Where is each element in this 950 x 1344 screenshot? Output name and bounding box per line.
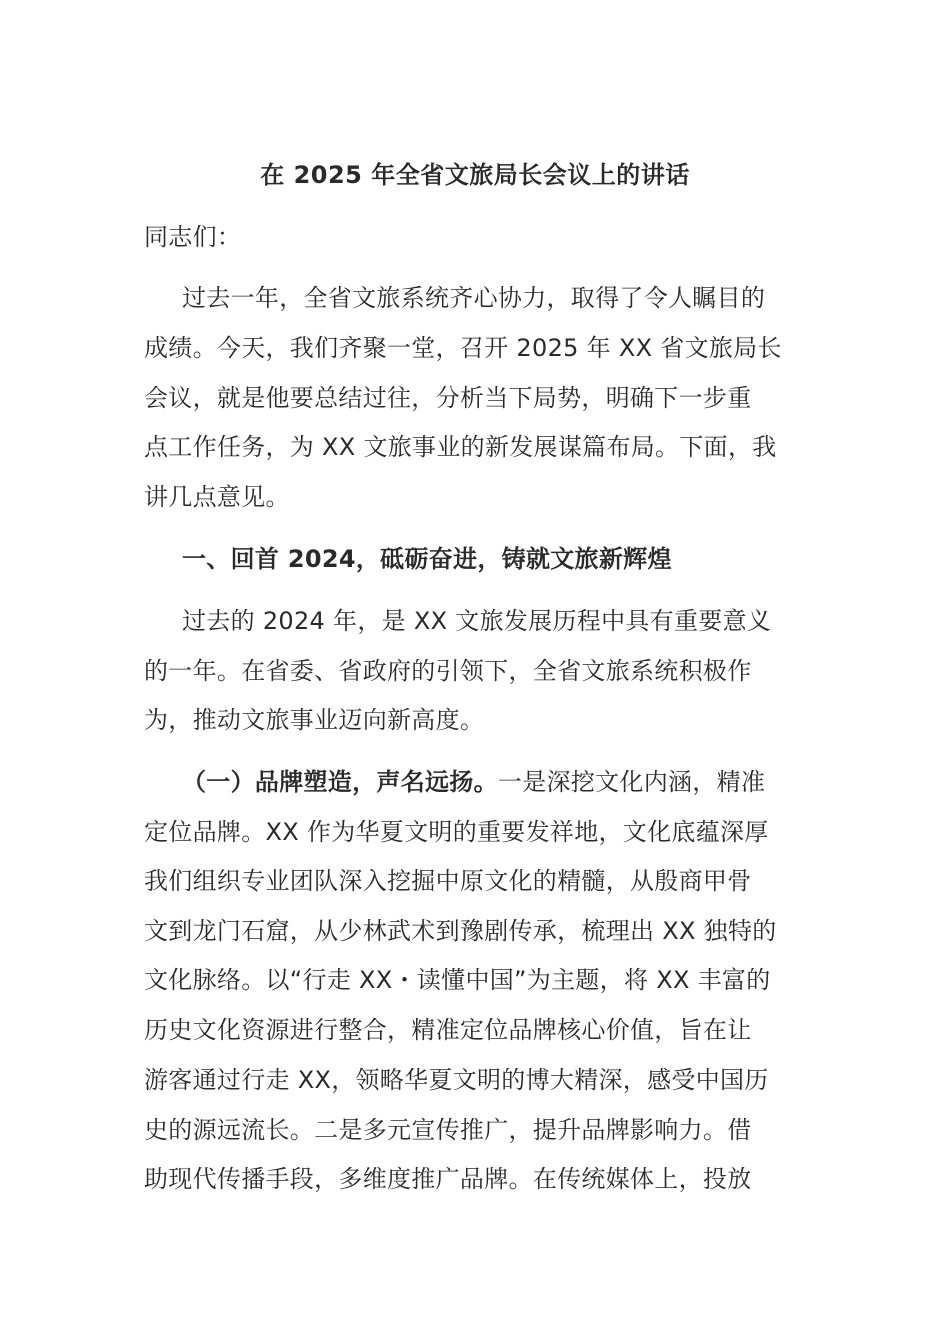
- para3-line: 历史文化资源进行整合，精准定位品牌核心价值，旨在让: [144, 1016, 752, 1044]
- para2-line: 过去的 2024 年，是 XX 文旅发展历程中具有重要意义: [182, 607, 772, 635]
- section-heading: 一、回首 2024，砥砺奋进，铸就文旅新辉煌: [182, 545, 672, 573]
- para1-line: 讲几点意见。: [144, 483, 290, 511]
- document-title: 在 2025 年全省文旅局长会议上的讲话: [260, 161, 690, 189]
- para3-line: 定位品牌。XX 作为华夏文明的重要发祥地，文化底蕴深厚: [144, 818, 769, 846]
- para3-line: 助现代传播手段，多维度推广品牌。在传统媒体上，投放: [144, 1165, 752, 1193]
- subsection-heading: （一）品牌塑造，声名远扬。: [182, 768, 498, 796]
- para1-line: 点工作任务，为 XX 文旅事业的新发展谋篇布局。下面，我: [144, 433, 777, 461]
- para3-line: 文到龙门石窟，从少林武术到豫剧传承，梳理出 XX 独特的: [144, 917, 777, 945]
- para1-line: 会议，就是他要总结过往，分析当下局势，明确下一步重: [144, 384, 752, 412]
- salutation: 同志们：: [144, 223, 242, 251]
- para3-line: 我们组织专业团队深入挖掘中原文化的精髓，从殷商甲骨: [144, 867, 752, 895]
- para2-line: 为，推动文旅事业迈向新高度。: [144, 706, 485, 734]
- para2-line: 的一年。在省委、省政府的引领下，全省文旅系统积极作: [144, 657, 752, 685]
- para3-lead-text: 一是深挖文化内涵，精准: [497, 768, 766, 796]
- para3-first-line: [182, 765, 848, 799]
- para3-line: 游客通过行走 XX，领略华夏文明的博大精深，感受中国历: [144, 1066, 769, 1094]
- para1-line: 过去一年，全省文旅系统齐心协力，取得了令人瞩目的: [182, 284, 766, 312]
- para3-line: 文化脉络。以“行走 XX・读懂中国”为主题，将 XX 丰富的: [144, 966, 771, 994]
- para3-line: 史的源远流长。二是多元宣传推广，提升品牌影响力。借: [144, 1116, 752, 1144]
- para1-line: 成绩。今天，我们齐聚一堂，召开 2025 年 XX 省文旅局长: [144, 334, 782, 362]
